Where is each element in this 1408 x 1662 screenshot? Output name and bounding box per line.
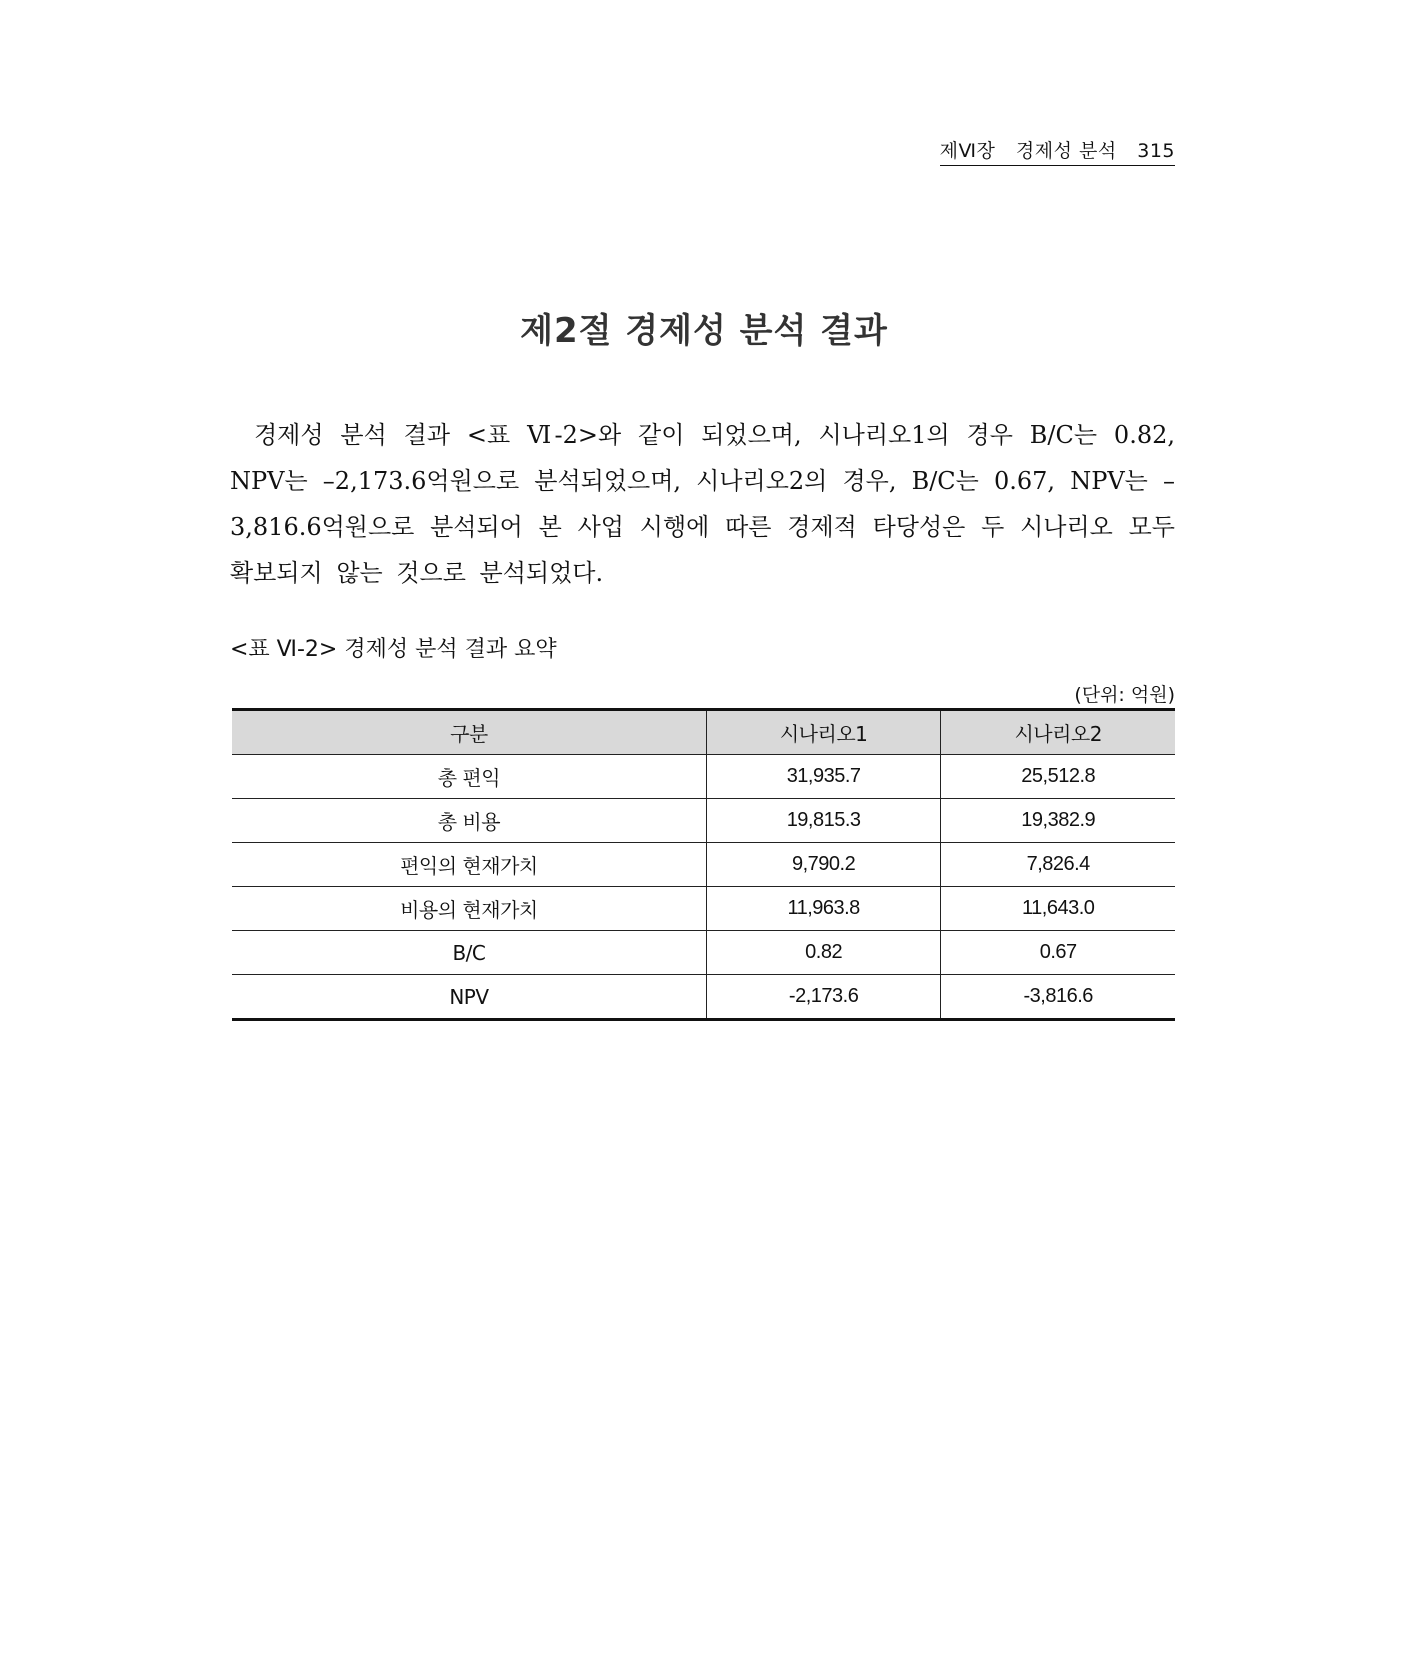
row-label: 편익의 현재가치	[232, 843, 706, 887]
table-caption: <표 Ⅵ-2> 경제성 분석 결과 요약	[230, 637, 557, 662]
table-unit-label: (단위: 억원)	[1074, 684, 1175, 706]
cell-scenario-1: 31,935.7	[706, 755, 941, 799]
page-number: 315	[1137, 140, 1175, 162]
table-row	[232, 975, 1175, 1020]
summary-table	[232, 708, 1175, 1021]
cell-scenario-1: 9,790.2	[706, 843, 941, 887]
chapter-label: 제Ⅵ장	[939, 140, 996, 162]
section-title: 제2절 경제성 분석 결과	[520, 311, 888, 351]
running-header	[940, 136, 1175, 166]
row-label: 비용의 현재가치	[232, 887, 706, 931]
cell-scenario-1: 11,963.8	[706, 887, 941, 931]
cell-scenario-1: 0.82	[706, 931, 941, 975]
header-category: 구분	[232, 710, 706, 755]
table-header-row	[232, 710, 1175, 755]
cell-scenario-2: 19,382.9	[941, 799, 1175, 843]
row-label: B/C	[232, 931, 706, 975]
cell-scenario-2: 0.67	[941, 931, 1175, 975]
cell-scenario-2: 7,826.4	[941, 843, 1175, 887]
row-label: NPV	[232, 975, 706, 1020]
table-row	[232, 931, 1175, 975]
cell-scenario-1: 19,815.3	[706, 799, 941, 843]
cell-scenario-1: -2,173.6	[706, 975, 941, 1020]
header-scenario-1: 시나리오1	[706, 710, 941, 755]
chapter-title: 경제성 분석	[1015, 140, 1117, 162]
header-scenario-2: 시나리오2	[941, 710, 1175, 755]
table-row	[232, 799, 1175, 843]
cell-scenario-2: 11,643.0	[941, 887, 1175, 931]
row-label: 총 편익	[232, 755, 706, 799]
table-row	[232, 843, 1175, 887]
table-row	[232, 887, 1175, 931]
body-paragraph: 경제성 분석 결과 <표 Ⅵ-2>와 같이 되었으며, 시나리오1의 경우 B/C는 0.82, NPV는 –2,173.6억원으로 분석되었으며, 시나리오2의 경우, B/C는 0.67, NPV는 –3,816.6억원으로 분석되어 본 사업 시행에 따른 경제적 타당성은 두 시나리오 모두 확보되지 않는 것으로 분석되었다.	[230, 421, 1175, 587]
cell-scenario-2: -3,816.6	[941, 975, 1175, 1020]
cell-scenario-2: 25,512.8	[941, 755, 1175, 799]
table-row	[232, 755, 1175, 799]
row-label: 총 비용	[232, 799, 706, 843]
